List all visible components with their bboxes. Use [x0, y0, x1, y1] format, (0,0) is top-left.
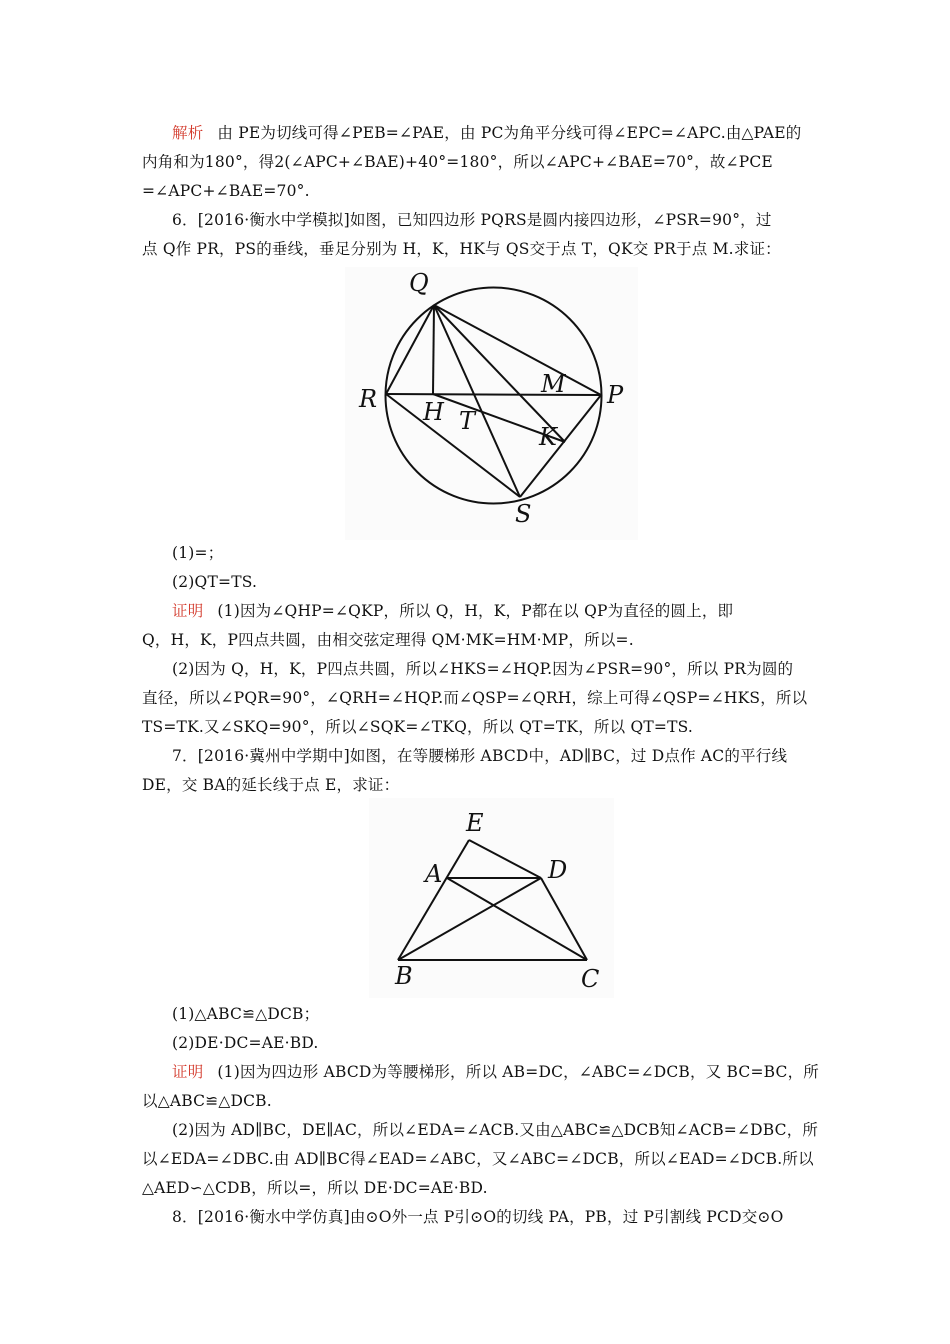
analysis-text-1: 由 PE为切线可得∠PEB=∠PAE，由 PC为角平分线可得∠EPC=∠APC.由△PAE的	[217, 124, 802, 142]
q6-proof-line-4: 直径，所以∠PQR=90°，∠QRH=∠HQP.而∠QSP=∠QRH，综上可得∠QSP=∠HKS，所以	[142, 689, 808, 707]
analysis-tag: 解析	[172, 124, 204, 142]
label-C: C	[581, 965, 600, 993]
q7-proof-text-1: (1)因为四边形 ABCD为等腰梯形，所以 AB=DC，∠ABC=∠DCB，又 BC=BC，所	[217, 1063, 819, 1081]
analysis-line-2: 内角和为180°，得2(∠APC+∠BAE)+40°=180°，所以∠APC+∠BAE=70°，故∠PCE	[142, 153, 773, 171]
q8-line-1: 8．[2016·衡水中学仿真]由⊙O外一点 P引⊙O的切线 PA，PB，过 P引割线 PCD交⊙O	[172, 1208, 784, 1226]
label-H: H	[423, 398, 444, 426]
q7-proof-line-4: 以∠EDA=∠DBC.由 AD∥BC得∠EAD=∠ABC，又∠ABC=∠DCB，所以∠EAD=∠DCB.所以	[142, 1150, 814, 1168]
analysis-line-1	[172, 122, 812, 144]
q6-figure	[345, 267, 638, 540]
label-A: A	[425, 860, 443, 888]
label-E: E	[466, 809, 484, 837]
q6-item-2: (2)QT=TS.	[172, 573, 258, 591]
label-B: B	[395, 962, 413, 990]
label-D: D	[548, 856, 568, 884]
q7-line-2: DE，交 BA的延长线于点 E，求证：	[142, 776, 400, 794]
q6-proof-text-1: (1)因为∠QHP=∠QKP，所以 Q，H，K，P都在以 QP为直径的圆上，即	[217, 602, 734, 620]
q7-line-1: 7．[2016·冀州中学期中]如图，在等腰梯形 ABCD中，AD∥BC，过 D点作 AC的平行线	[172, 747, 788, 765]
q6-line-1: 6．[2016·衡水中学模拟]如图，已知四边形 PQRS是圆内接四边形，∠PSR=90°，过	[172, 211, 772, 229]
q7-proof-line-2: 以△ABC≌△DCB.	[142, 1092, 272, 1110]
segment-QR	[386, 305, 434, 394]
label-S: S	[515, 500, 532, 528]
segment-RP	[386, 394, 601, 395]
segment-QH	[433, 305, 434, 394]
label-M: M	[541, 370, 566, 398]
label-T: T	[459, 407, 476, 435]
q7-proof-tag: 证明	[172, 1063, 204, 1081]
q7-figure	[369, 798, 614, 998]
q7-item-2: (2)DE·DC=AE·BD.	[172, 1034, 319, 1052]
segment-DC	[541, 878, 587, 960]
q7-item-1: (1)△ABC≌△DCB；	[172, 1005, 320, 1023]
segment-RS	[386, 394, 520, 497]
q6-proof-line-3: (2)因为 Q，H，K，P四点共圆，所以∠HKS=∠HQP.因为∠PSR=90°，所以 PR为圆的	[172, 660, 794, 678]
q7-proof-line-1	[172, 1061, 819, 1083]
q6-proof-line-2: Q，H，K，P四点共圆，由相交弦定理得 QM·MK=HM·MP，所以=.	[142, 631, 634, 649]
segment-ED	[469, 840, 541, 878]
q6-proof-line-5: TS=TK.又∠SKQ=90°，所以∠SQK=∠TKQ，所以 QT=TK，所以 QT=TS.	[142, 718, 694, 736]
q6-proof-line-1	[172, 600, 812, 622]
segment-QP	[434, 305, 601, 395]
label-Q: Q	[409, 269, 429, 297]
label-P: P	[607, 381, 624, 409]
label-K: K	[539, 423, 557, 451]
segment-QS	[434, 305, 520, 497]
q7-proof-line-5: △AED∽△CDB，所以=，所以 DE·DC=AE·BD.	[142, 1179, 488, 1197]
label-R: R	[359, 385, 378, 413]
analysis-line-3: =∠APC+∠BAE=70°.	[142, 182, 310, 200]
q6-item-1: (1)=；	[172, 544, 224, 562]
segment-EB	[398, 840, 469, 960]
q6-proof-tag: 证明	[172, 602, 204, 620]
q6-line-2: 点 Q作 PR，PS的垂线，垂足分别为 H，K，HK与 QS交于点 T，QK交 PR于点 M.求证：	[142, 240, 781, 258]
q7-proof-line-3: (2)因为 AD∥BC，DE∥AC，所以∠EDA=∠ACB.又由△ABC≌△DCB知∠ACB=∠DBC，所	[172, 1121, 819, 1139]
